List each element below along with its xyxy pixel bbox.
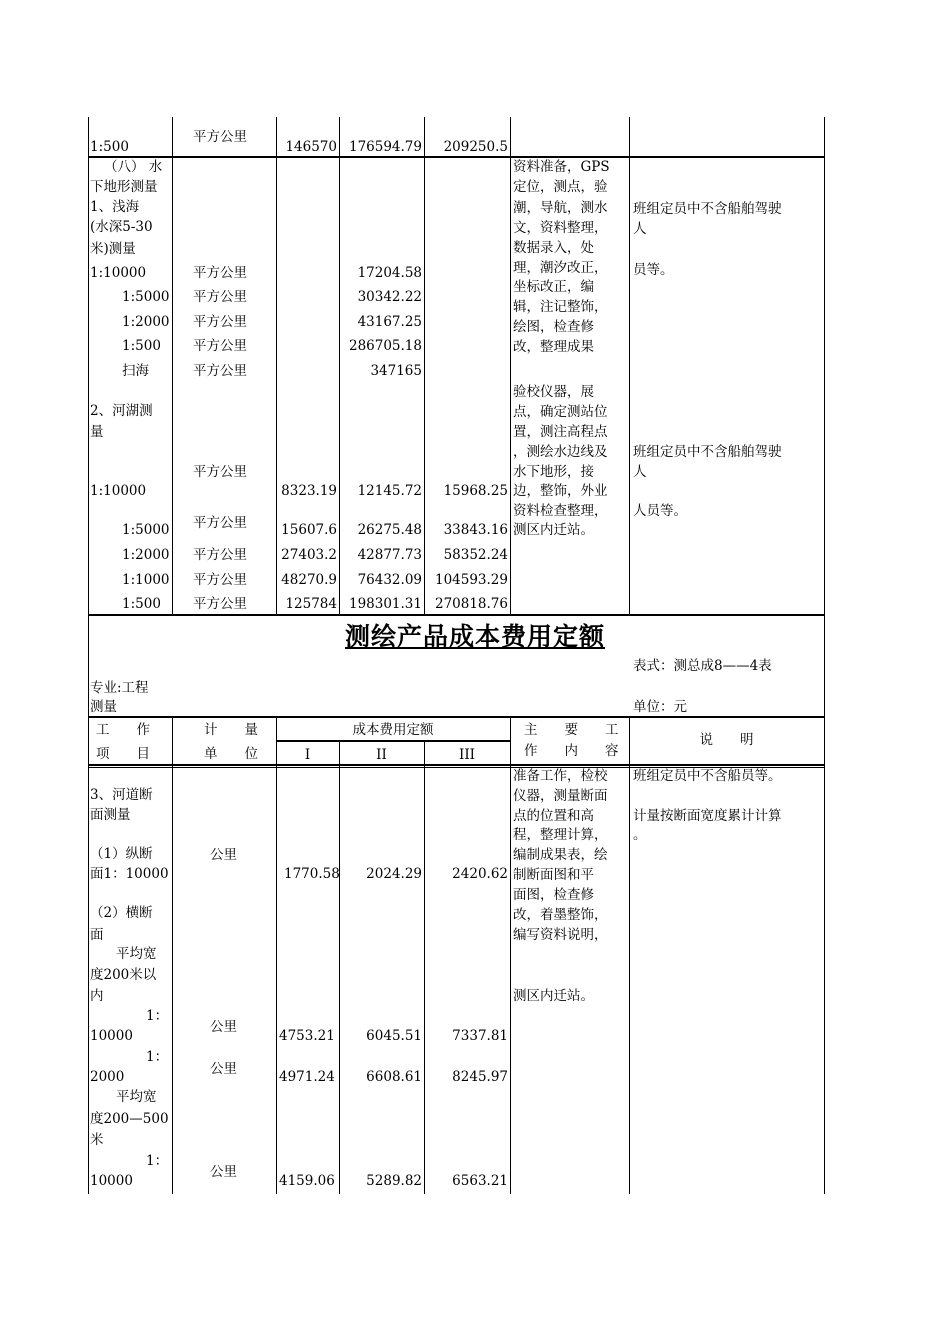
bottom-work-line: 仪器，测量断面 (513, 788, 608, 804)
river-row-item: 1:5000 (122, 522, 170, 538)
shallow-row-unit: 平方公里 (193, 265, 247, 281)
specialty-line-2: 测量 (90, 699, 117, 715)
top-row-divider (88, 156, 825, 158)
top-border-right (824, 117, 825, 614)
row0-v1: 146570 (285, 139, 337, 155)
header-measure-line-1: 计 量 (204, 722, 258, 738)
shallow-work-line: 资料准备，GPS (513, 159, 610, 175)
bottom-work-line: 编写资料说明， (513, 927, 608, 943)
shallow-row-v2: 17204.58 (357, 265, 422, 281)
bottom-work-line: 点的位置和高 (513, 808, 594, 824)
river-row-v1: 8323.19 (281, 483, 337, 499)
shallow-work-line: 理，潮汐改正， (513, 260, 608, 276)
river-work-line: ，测绘水边线及 (513, 444, 608, 460)
bottom-col-divider-6 (629, 716, 630, 1194)
river-row-v1: 125784 (285, 596, 337, 612)
value-iii: 6563.21 (452, 1173, 508, 1189)
river-title-line: 2、河湖测 (90, 403, 153, 419)
top-table-bottom (88, 614, 825, 616)
item-line: 1： (146, 1153, 169, 1169)
shallow-row-item: 1:5000 (122, 289, 170, 305)
river-row-v3: 104593.29 (434, 572, 508, 588)
sec8-title-line-1: （八） 水 (104, 159, 163, 175)
shallow-note-line: 班组定员中不含船舶驾驶 (633, 201, 782, 217)
row0-unit: 平方公里 (193, 129, 247, 145)
header-col-iii: III (459, 747, 475, 763)
value-ii: 5289.82 (366, 1173, 422, 1189)
bottom-work-line: 改，着墨整饰， (513, 907, 608, 923)
river-row-v1: 15607.6 (281, 522, 337, 538)
bottom-work-tail: 测区内迁站。 (513, 988, 594, 1004)
bottom-border-left (88, 716, 89, 1194)
value-iii: 8245.97 (452, 1069, 508, 1085)
bottom-col-divider-3 (339, 740, 340, 1194)
item-line: 米 (90, 1132, 104, 1148)
form-number: 表式：测总成8——4表 (633, 658, 772, 674)
shallow-work-line: 数据录入，处 (513, 240, 594, 256)
shallow-row-unit: 平方公里 (193, 314, 247, 330)
river-row-unit: 平方公里 (193, 572, 247, 588)
shallow-work-line: 潮，导航，测水 (513, 200, 608, 216)
header-item-line-2: 项 目 (96, 746, 150, 762)
shallow-work-line: 改，整理成果 (513, 339, 594, 355)
river-row-v3: 58352.24 (443, 547, 508, 563)
river-note-line: 人 (633, 464, 647, 480)
river-work-line: 测区内迁站。 (513, 522, 594, 538)
bottom-note-1: 班组定员中不含船员等。 (633, 768, 782, 784)
sec8-title-line-3: 1、浅海 (90, 199, 140, 215)
river-row-v3: 270818.76 (434, 596, 508, 612)
shallow-work-line: 定位，测点，验 (513, 179, 608, 195)
bottom-border-right (824, 716, 825, 1194)
shallow-row-v2: 347165 (370, 363, 422, 379)
river-row-v3: 33843.16 (443, 522, 508, 538)
top-col-divider-4 (424, 117, 425, 614)
river-work-line: 水下地形，接 (513, 464, 594, 480)
value-iii: 7337.81 (452, 1028, 508, 1044)
top-col-divider-2 (276, 117, 277, 614)
shallow-note-line: 人 (633, 221, 647, 237)
shallow-work-line: 辑，注记整饰， (513, 299, 608, 315)
header-bottom-border (88, 764, 825, 766)
top-col-divider-1 (172, 117, 173, 614)
header-col-ii: II (376, 747, 387, 763)
value-i: 4159.06 (279, 1173, 335, 1189)
river-work-line: 验校仪器，展 (513, 384, 594, 400)
top-border-left (88, 117, 89, 614)
cost-group-divider (276, 740, 510, 742)
bottom-col-divider-5 (510, 716, 511, 1194)
bottom-col-divider-1 (172, 716, 173, 1194)
item-line: 平均宽 (116, 1089, 157, 1105)
river-note-line: 人员等。 (633, 503, 687, 519)
bottom-work-line: 面图，检查修 (513, 887, 594, 903)
item-line: 面 (90, 927, 104, 943)
bottom-col-divider-2 (276, 716, 277, 1194)
shallow-note-line: 员等。 (633, 262, 674, 278)
shallow-row-v2: 43167.25 (357, 314, 422, 330)
row0-v2: 176594.79 (348, 139, 422, 155)
row0-v3: 209250.5 (443, 139, 508, 155)
shallow-row-unit: 平方公里 (193, 338, 247, 354)
unit-cell: 公里 (210, 1061, 237, 1077)
river-note-line: 班组定员中不含船舶驾驶 (633, 444, 782, 460)
value-ii: 6608.61 (366, 1069, 422, 1085)
river-row-v1: 48270.9 (281, 572, 337, 588)
item-line: （2）横断 (90, 905, 153, 921)
river-row-v2: 42877.73 (357, 547, 422, 563)
sec8-title-line-2: 下地形测量 (90, 179, 158, 195)
river-row-item: 1:500 (122, 596, 161, 612)
river-row-unit: 平方公里 (193, 596, 247, 612)
river-work-line: 边，整饰，外业 (513, 483, 608, 499)
item-line: 3、河道断 (90, 787, 153, 803)
top-col-divider-6 (629, 117, 630, 614)
item-line: 2000 (90, 1069, 125, 1085)
river-title-line: 量 (90, 424, 104, 440)
bottom-work-line: 准备工作，检校 (513, 768, 608, 784)
shallow-work-line: 文，资料整理， (513, 220, 608, 236)
river-work-line: 点，确定测站位 (513, 404, 608, 420)
bottom-col-divider-4 (424, 740, 425, 1194)
header-cost-group: 成本费用定额 (352, 722, 434, 738)
value-i: 4753.21 (279, 1028, 335, 1044)
river-row-v2: 76432.09 (357, 572, 422, 588)
specialty-line-1: 专业:工程 (90, 680, 149, 696)
item-line: 内 (90, 988, 104, 1004)
item-line: 平均宽 (116, 946, 157, 962)
shallow-row-v2: 30342.22 (357, 289, 422, 305)
river-row-item: 1:10000 (90, 483, 147, 499)
row0-item: 1:500 (90, 139, 129, 155)
river-work-line: 资料检查整理， (513, 503, 608, 519)
shallow-row-item: 1:10000 (90, 265, 147, 281)
item-line: 面测量 (90, 807, 131, 823)
value-i: 1770.58 (284, 866, 340, 882)
bottom-work-line: 程，整理计算， (513, 827, 608, 843)
header-measure-line-2: 单 位 (204, 746, 258, 762)
top-col-divider-5 (510, 117, 511, 614)
unit-cell: 公里 (210, 1164, 237, 1180)
header-work-line-1: 主 要 工 (524, 722, 619, 738)
value-iii: 2420.62 (452, 866, 508, 882)
river-row-v1: 27403.2 (281, 547, 337, 563)
item-line: 度200米以 (90, 967, 157, 983)
item-line: 面1：10000 (90, 866, 169, 882)
item-line: 度200—500 (90, 1111, 169, 1127)
shallow-work-line: 绘图，检查修 (513, 319, 594, 335)
river-work-line: 置，测注高程点 (513, 424, 608, 440)
item-line: 10000 (90, 1028, 133, 1044)
page-title: 测绘产品成本费用定额 (344, 622, 605, 651)
bottom-work-line: 编制成果表，绘 (513, 847, 608, 863)
river-row-unit: 平方公里 (193, 464, 247, 480)
item-line: 10000 (90, 1173, 133, 1189)
bottom-work-line: 制断面图和平 (513, 867, 594, 883)
item-line: 1： (146, 1049, 169, 1065)
unit-cell: 公里 (210, 847, 237, 863)
shallow-row-item: 1:500 (122, 338, 161, 354)
river-row-unit: 平方公里 (193, 515, 247, 531)
bottom-note-2-line-1: 计量按断面宽度累计计算 (633, 808, 782, 824)
river-row-unit: 平方公里 (193, 547, 247, 563)
item-line: （1）纵断 (90, 846, 153, 862)
bottom-note-2-line-2: 。 (633, 827, 647, 843)
river-row-v2: 198301.31 (348, 596, 422, 612)
header-col-i: I (304, 747, 311, 763)
table-top-border (88, 716, 825, 718)
shallow-row-item: 1:2000 (122, 314, 170, 330)
river-row-v3: 15968.25 (443, 483, 508, 499)
header-note: 说 明 (699, 732, 754, 748)
shallow-work-line: 坐标改正，编 (513, 279, 594, 295)
sec8-title-line-4: (水深5-30 (90, 219, 153, 235)
shallow-row-v2: 286705.18 (348, 338, 422, 354)
shallow-row-unit: 平方公里 (193, 363, 247, 379)
unit-cell: 公里 (210, 1019, 237, 1035)
river-row-item: 1:1000 (122, 572, 170, 588)
value-i: 4971.24 (279, 1069, 335, 1085)
header-work-line-2: 作 内 容 (524, 743, 619, 759)
river-row-v2: 12145.72 (357, 483, 422, 499)
shallow-row-unit: 平方公里 (193, 289, 247, 305)
header-item-line-1: 工 作 (96, 722, 150, 738)
value-ii: 2024.29 (366, 866, 422, 882)
item-line: 1： (146, 1008, 169, 1024)
shallow-row-item: 扫海 (122, 363, 149, 379)
unit-label: 单位：元 (633, 699, 687, 715)
value-ii: 6045.51 (366, 1028, 422, 1044)
river-row-v2: 26275.48 (357, 522, 422, 538)
sec8-title-line-5: 米)测量 (90, 241, 136, 257)
river-row-item: 1:2000 (122, 547, 170, 563)
